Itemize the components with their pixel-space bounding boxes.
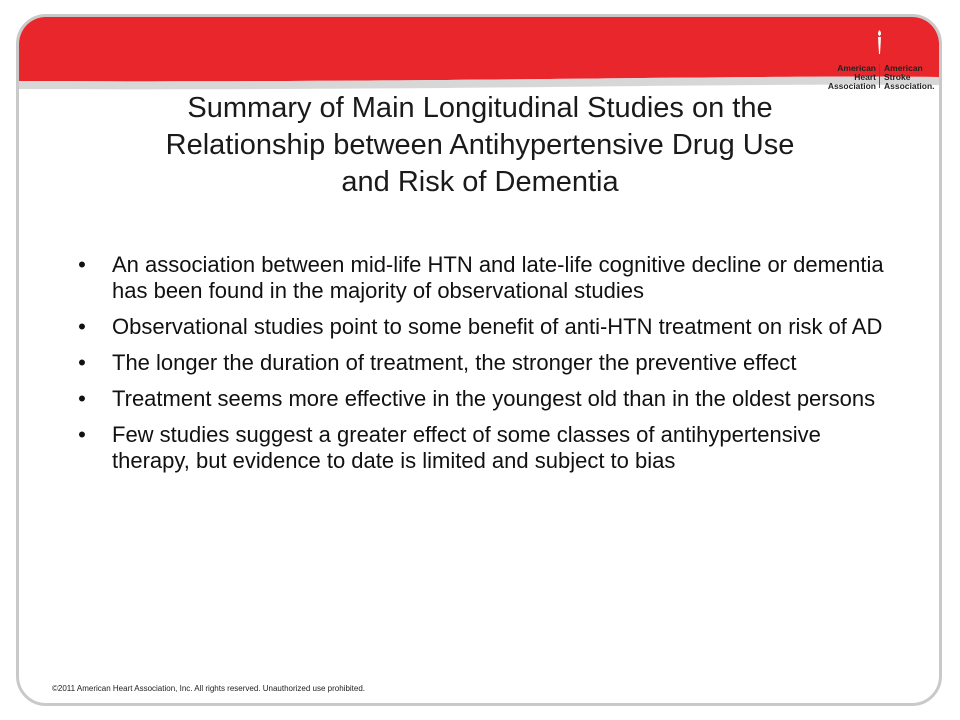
heart-torch-icon: [864, 28, 894, 62]
asa-logo-text: American Stroke Association.: [884, 63, 935, 91]
bullet-text: Observational studies point to some benefit of anti-HTN treatment on risk of AD: [112, 314, 883, 339]
title-line: Relationship between Antihypertensive Drug Use: [165, 129, 795, 161]
bullet-icon: •: [78, 422, 86, 447]
aha-logo-text: American Heart Association: [827, 63, 876, 91]
bullet-item: [72, 314, 902, 340]
bullet-icon: •: [78, 350, 86, 375]
bullet-text: An association between mid-life HTN and late-life cognitive decline or dementia has been found in the majority of observational studies: [112, 252, 884, 303]
title-line: Summary of Main Longitudinal Studies on the: [187, 92, 773, 124]
bullet-item: [72, 350, 902, 376]
bullet-icon: •: [78, 314, 86, 339]
bullet-icon: •: [78, 386, 86, 411]
bullet-text: The longer the duration of treatment, the stronger the preventive effect: [112, 350, 797, 375]
aha-logo: [826, 28, 946, 91]
copyright-footer: ©2011 American Heart Association, Inc. All rights reserved. Unauthorized use prohibited.: [52, 684, 366, 693]
title-line: and Risk of Dementia: [341, 166, 619, 198]
bullet-item: [72, 386, 902, 412]
bullet-item: [72, 422, 902, 474]
bullet-list: [72, 252, 902, 484]
slide-title: [60, 90, 900, 201]
bullet-item: [72, 252, 902, 304]
bullet-text: Treatment seems more effective in the youngest old than in the oldest persons: [112, 386, 876, 411]
bullet-icon: •: [78, 252, 86, 277]
bullet-text: Few studies suggest a greater effect of some classes of antihypertensive therapy, but evidence to date is limited and subject to bias: [112, 422, 821, 473]
logo-divider: [879, 64, 880, 88]
